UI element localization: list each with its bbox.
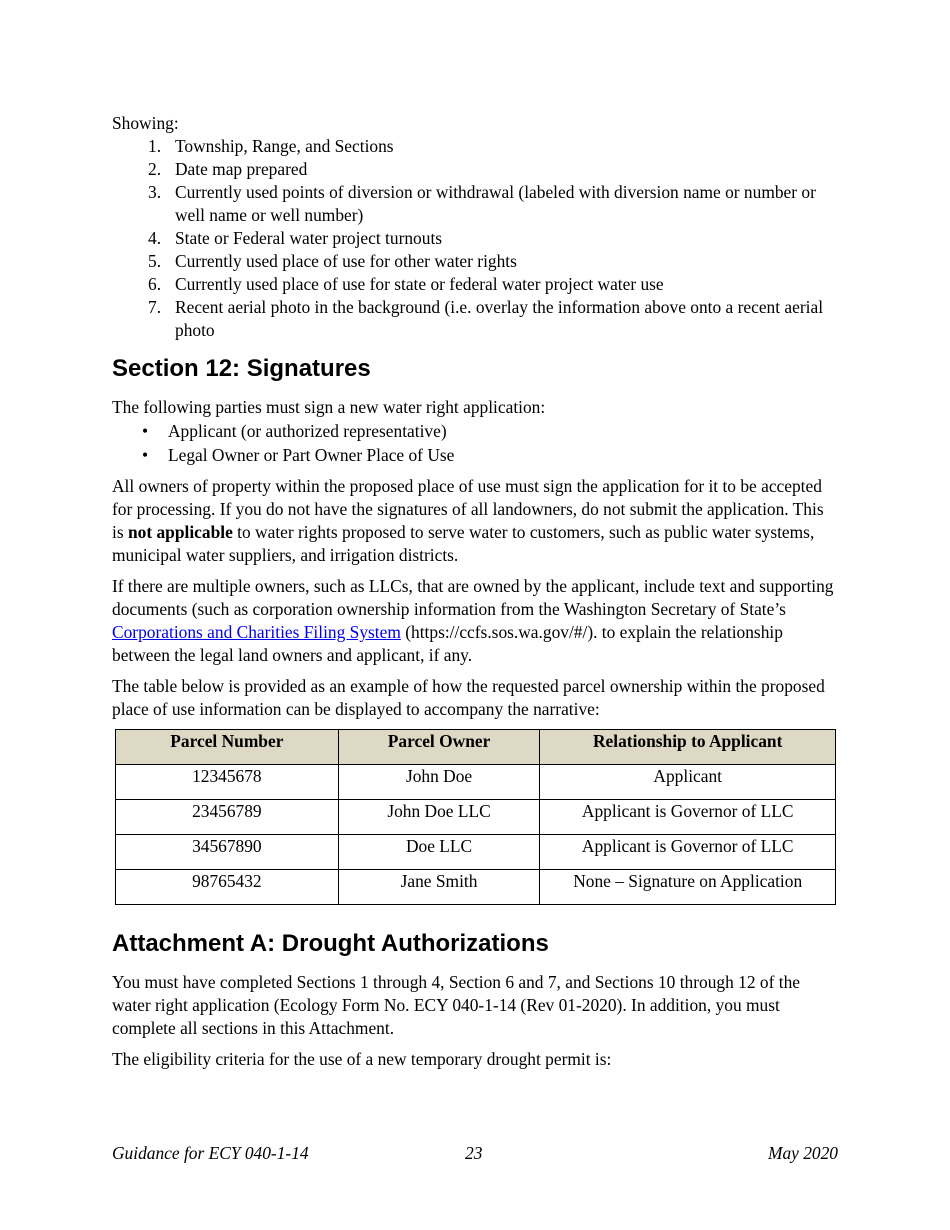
table-intro-paragraph: The table below is provided as an example of how the requested parcel ownership within the proposed place of use information can be displayed to accompany the narrative: — [112, 676, 825, 719]
list-item: 3. Currently used points of diversion or withdrawal (labeled with diversion name or number or well name or well number) — [148, 182, 816, 225]
parties-list — [112, 420, 838, 467]
table-row — [116, 800, 836, 835]
showing-list — [112, 135, 838, 342]
attachment-a-heading: Attachment A: Drought Authorizations — [112, 930, 549, 957]
list-item: 7. Recent aerial photo in the background (i.e. overlay the information above onto a recent aerial photo — [148, 297, 824, 340]
table-row — [116, 870, 836, 905]
showing-label: Showing: — [112, 113, 179, 133]
section-12-heading: Section 12: Signatures — [112, 355, 371, 382]
table-header-row — [116, 730, 836, 765]
list-item: 6. Currently used place of use for state or federal water project water use — [148, 274, 664, 294]
table-cell: Applicant is Governor of LLC — [540, 800, 836, 835]
footer-document-title: Guidance for ECY 040-1-14 — [112, 1143, 309, 1163]
owners-paragraph: All owners of property within the proposed place of use must sign the application for it to be accepted for processing. If you do not have the signatures of all landowners, do not submit the application. This is not applicable to water rights proposed to serve water to customers, such as public water systems, municipal water suppliers, and irrigation districts. — [112, 476, 824, 565]
attachment-a-paragraph: You must have completed Sections 1 through 4, Section 6 and 7, and Sections 10 through 12 of the water right application (Ecology Form No. ECY 040-1-14 (Rev 01-2020). In addition, you must complete all sections in this Attachment. — [112, 972, 800, 1038]
list-item: 2. Date map prepared — [148, 159, 308, 179]
list-item: • Legal Owner or Part Owner Place of Use — [142, 445, 455, 465]
parcel-table — [115, 729, 836, 905]
table-cell: 34567890 — [116, 835, 339, 870]
table-cell: 23456789 — [116, 800, 339, 835]
ccfs-link[interactable]: Corporations and Charities Filing System — [112, 622, 401, 642]
list-item: 4. State or Federal water project turnouts — [148, 228, 443, 248]
header-parcel-owner: Parcel Owner — [338, 730, 540, 765]
llc-paragraph: If there are multiple owners, such as LLCs, that are owned by the applicant, include text and supporting documents (such as corporation ownership information from the Washington Secretary of State’s Corporations and Charities Filing System (https://ccfs.sos.wa.gov/#/). to explain the relationship between the legal land owners and applicant, if any. — [112, 576, 834, 665]
table-row — [116, 765, 836, 800]
list-item: 5. Currently used place of use for other water rights — [148, 251, 517, 271]
header-parcel-number: Parcel Number — [116, 730, 339, 765]
list-item: • Applicant (or authorized representative) — [142, 421, 447, 441]
table-cell: Applicant is Governor of LLC — [540, 835, 836, 870]
table-cell: Jane Smith — [338, 870, 540, 905]
eligibility-paragraph: The eligibility criteria for the use of a new temporary drought permit is: — [112, 1049, 612, 1069]
table-cell: Applicant — [540, 765, 836, 800]
section-12-intro: The following parties must sign a new water right application: — [112, 397, 546, 417]
list-item: 1. Township, Range, and Sections — [148, 136, 394, 156]
table-cell: 12345678 — [116, 765, 339, 800]
table-cell: None – Signature on Application — [540, 870, 836, 905]
table-cell: 98765432 — [116, 870, 339, 905]
table-cell: Doe LLC — [338, 835, 540, 870]
table-cell: John Doe LLC — [338, 800, 540, 835]
bullet-icon: • — [142, 445, 149, 465]
footer-page-number: 23 — [465, 1143, 483, 1163]
table-cell: John Doe — [338, 765, 540, 800]
footer-date: May 2020 — [767, 1143, 838, 1163]
page-body — [112, 112, 838, 1071]
bullet-icon: • — [142, 421, 149, 441]
header-relationship: Relationship to Applicant — [540, 730, 836, 765]
table-row — [116, 835, 836, 870]
